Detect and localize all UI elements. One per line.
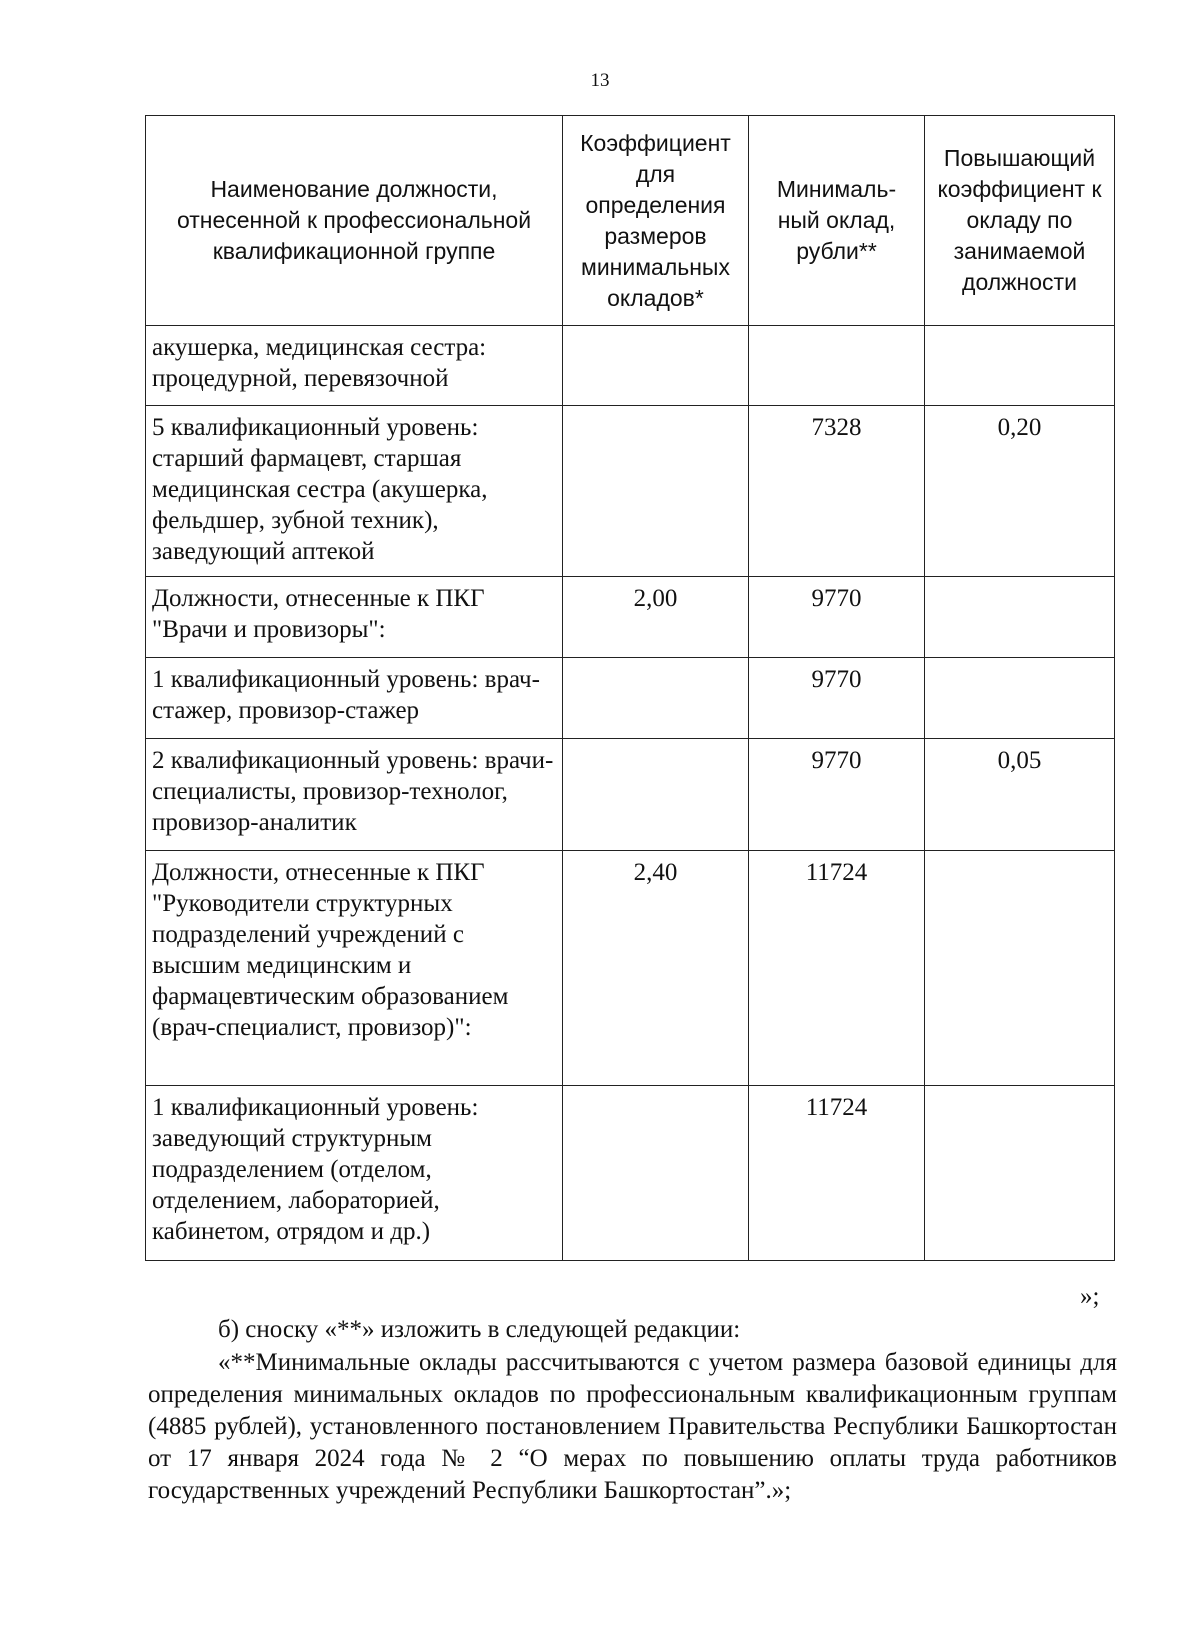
cell-min-salary: 11724 (749, 851, 925, 1086)
cell-min-salary (749, 326, 925, 406)
cell-position: 1 квалификационный уровень: врач-стажер, провизор-стажер (146, 658, 563, 739)
table-row (146, 326, 1115, 406)
cell-min-salary: 9770 (749, 739, 925, 851)
cell-raise (925, 658, 1115, 739)
cell-position: 1 квалификационный уровень: заведующий структурным подразделением (отделом, отделением, лабораторией, кабинетом, отрядом и др.) (146, 1086, 563, 1261)
cell-min-salary: 9770 (749, 577, 925, 658)
cell-position: Должности, отнесенные к ПКГ "Врачи и провизоры": (146, 577, 563, 658)
cell-raise (925, 1086, 1115, 1261)
table-row (146, 851, 1115, 1086)
cell-min-salary: 7328 (749, 406, 925, 577)
salary-table (145, 115, 1115, 1261)
cell-raise (925, 851, 1115, 1086)
header-min-salary: Минималь- ный оклад, рубли** (749, 116, 925, 326)
table-row (146, 406, 1115, 577)
header-raise-coefficient: Повышающий коэффициент к окладу по занимаемой должности (925, 116, 1115, 326)
cell-position: 5 квалификационный уровень: старший фармацевт, старшая медицинская сестра (акушерка, фельдшер, зубной техник), заведующий аптекой (146, 406, 563, 577)
cell-coefficient (563, 658, 749, 739)
header-position-name: Наименование должности, отнесенной к профессиональной квалификационной группе (146, 116, 563, 326)
cell-coefficient (563, 326, 749, 406)
table-header-row (146, 116, 1115, 326)
cell-position: акушерка, медицинская сестра: процедурной, перевязочной (146, 326, 563, 406)
table-row (146, 658, 1115, 739)
cell-position: Должности, отнесенные к ПКГ "Руководители структурных подразделений учреждений с высшим медицинским и фармацевтическим образованием (врач-специалист, провизор)": (146, 851, 563, 1086)
cell-position: 2 квалификационный уровень: врачи-специалисты, провизор-технолог, провизор-аналитик (146, 739, 563, 851)
footnote-text: «**Минимальные оклады рассчитываются с учетом размера базовой единицы для определения минимальных окладов по профессиональным квалификационным группам (4885 рублей), установленного постановлением Правительства Республики Башкортостан от 17 января 2024 года № 2 “О мерах по повышению оплаты труда работников государственных учреждений Республики Башкортостан”.»; (148, 1349, 1117, 1504)
cell-raise (925, 326, 1115, 406)
table-row (146, 577, 1115, 658)
closing-quote-mark: »; (1080, 1283, 1100, 1310)
footnote-intro: б) сноску «**» изложить в следующей редакции: (218, 1316, 741, 1343)
cell-coefficient: 2,40 (563, 851, 749, 1086)
cell-raise: 0,20 (925, 406, 1115, 577)
cell-min-salary: 9770 (749, 658, 925, 739)
page-number: 13 (590, 70, 610, 91)
cell-coefficient (563, 739, 749, 851)
cell-coefficient: 2,00 (563, 577, 749, 658)
cell-raise (925, 577, 1115, 658)
header-coefficient: Коэффициент для определения размеров минимальных окладов* (563, 116, 749, 326)
cell-coefficient (563, 1086, 749, 1261)
table-row (146, 739, 1115, 851)
table-row (146, 1086, 1115, 1261)
cell-coefficient (563, 406, 749, 577)
cell-raise: 0,05 (925, 739, 1115, 851)
cell-min-salary: 11724 (749, 1086, 925, 1261)
